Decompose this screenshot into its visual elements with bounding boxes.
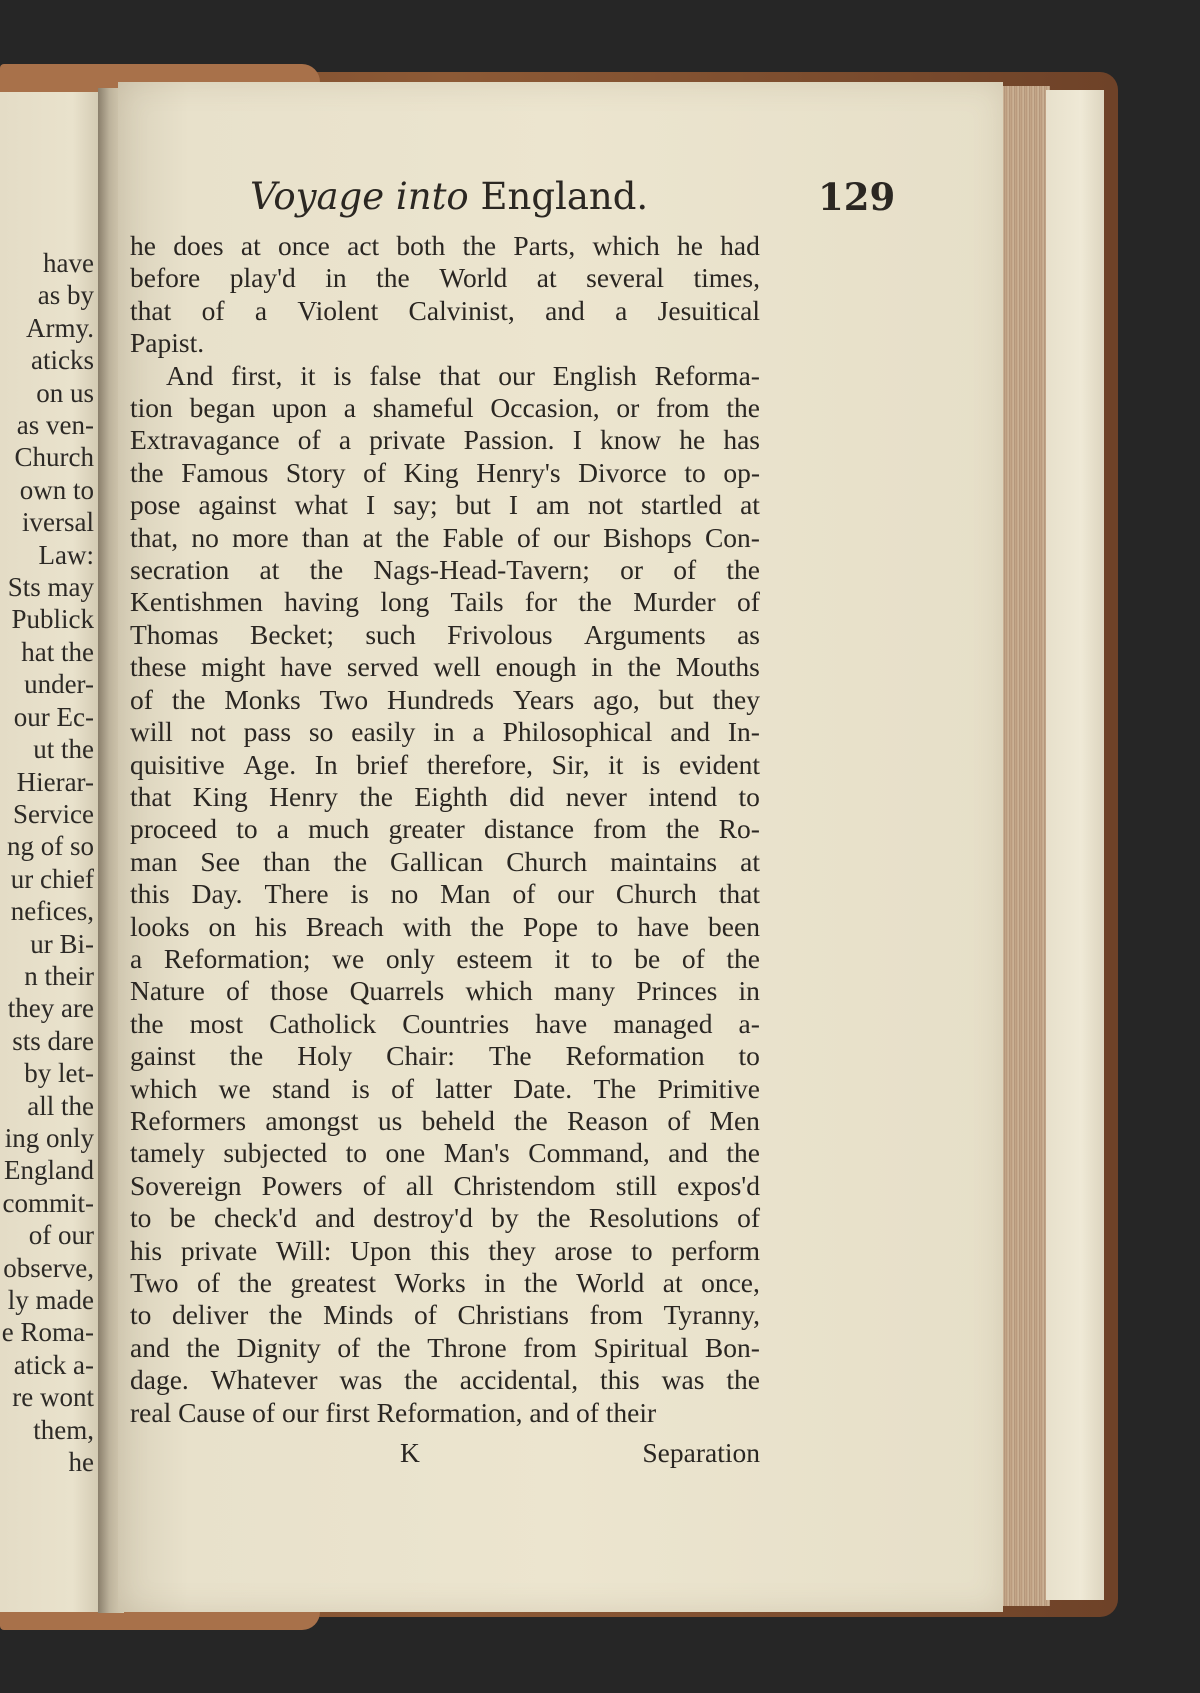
text-line: to deliver the Minds of Christians from Tyranny, bbox=[130, 1299, 760, 1331]
left-page-line: ing only bbox=[4, 1122, 94, 1153]
left-page-line: aticks bbox=[31, 345, 94, 376]
left-page-line: of our bbox=[28, 1220, 94, 1251]
left-page-line: Sts may bbox=[7, 572, 94, 603]
left-page-line: sts dare bbox=[12, 1025, 94, 1056]
text-line: Nature of those Quarrels which many Princes in bbox=[130, 975, 760, 1007]
text-line: of the Monks Two Hundreds Years ago, but they bbox=[130, 683, 760, 715]
text-line: gainst the Holy Chair: The Reformation to bbox=[130, 1040, 760, 1072]
text-line: he does at once act both the Parts, which he had bbox=[130, 230, 760, 261]
left-page-line: ur chief bbox=[10, 863, 94, 894]
text-line: Two of the greatest Works in the World at once, bbox=[130, 1267, 760, 1298]
text-line: dage. Whatever was the accidental, this was the bbox=[130, 1364, 760, 1396]
text-line: this Day. There is no Man of our Church that bbox=[130, 878, 760, 910]
left-page-line: iversal bbox=[22, 507, 94, 538]
text-line: real Cause of our first Reformation, and of their bbox=[130, 1396, 657, 1428]
left-page-line: e Roma- bbox=[1, 1317, 94, 1348]
left-page-line: Church bbox=[14, 442, 94, 473]
page-footer bbox=[130, 1437, 760, 1471]
left-page-line: them, bbox=[33, 1414, 94, 1445]
page-number: 129 bbox=[818, 175, 896, 219]
text-line: proceed to a much greater distance from the Ro- bbox=[130, 813, 760, 845]
text-line: which we stand is of latter Date. The Primitive bbox=[130, 1072, 760, 1104]
running-head-italic: Voyage into bbox=[250, 175, 469, 218]
body-text bbox=[130, 230, 760, 1429]
left-page-line: Publick bbox=[11, 604, 94, 635]
text-line: secration at the Nags-Head-Tavern; or of the bbox=[130, 554, 760, 586]
left-page-line: own to bbox=[19, 474, 94, 505]
text-line: man See than the Gallican Church maintains at bbox=[130, 845, 760, 877]
left-page-line: ut the bbox=[33, 734, 94, 765]
left-page-line: Hierar- bbox=[16, 766, 94, 797]
left-page-line: England bbox=[4, 1155, 94, 1186]
text-line: the Famous Story of King Henry's Divorce to op- bbox=[130, 456, 760, 488]
text-line: tion began upon a shameful Occasion, or from the bbox=[130, 392, 760, 424]
left-page-line: atick a- bbox=[13, 1349, 94, 1380]
text-line: Kentishmen having long Tails for the Murder of bbox=[130, 586, 760, 618]
text-line: will not pass so easily in a Philosophical and In- bbox=[130, 716, 760, 748]
signature-mark: K bbox=[400, 1437, 420, 1468]
text-line: that King Henry the Eighth did never intend to bbox=[130, 780, 760, 812]
text-line: a Reformation; we only esteem it to be of the bbox=[130, 942, 760, 974]
left-page-line: all the bbox=[27, 1090, 94, 1121]
text-line: his private Will: Upon this they arose to perform bbox=[130, 1234, 760, 1266]
left-page-line: have bbox=[43, 248, 94, 278]
left-page-line: ng of so bbox=[7, 831, 94, 862]
text-line: pose against what I say; but I am not startled at bbox=[130, 489, 760, 521]
left-page-line: hat the bbox=[21, 636, 94, 667]
left-page-line: our Ec- bbox=[13, 701, 94, 732]
left-page-text bbox=[2, 247, 94, 1478]
text-line: looks on his Breach with the Pope to have been bbox=[130, 910, 760, 942]
text-line: Papist. bbox=[130, 327, 205, 359]
text-line: that of a Violent Calvinist, and a Jesuitical bbox=[130, 294, 760, 326]
text-line: the most Catholick Countries have managed a- bbox=[130, 1007, 760, 1039]
left-page-line: ly made bbox=[7, 1285, 94, 1315]
text-line: Reformers amongst us beheld the Reason of Men bbox=[130, 1104, 760, 1136]
text-line: to be check'd and destroy'd by the Resolutions of bbox=[130, 1202, 760, 1234]
running-head bbox=[250, 175, 648, 218]
text-line: before play'd in the World at several times, bbox=[130, 262, 760, 294]
left-page-line: by let- bbox=[24, 1058, 94, 1089]
text-line: Sovereign Powers of all Christendom still expos'd bbox=[130, 1169, 760, 1201]
left-page-line: observe, bbox=[3, 1252, 94, 1283]
text-line: these might have served well enough in the Mouths bbox=[130, 651, 760, 683]
text-line: and the Dignity of the Throne from Spiritual Bon- bbox=[130, 1331, 760, 1363]
text-line: quisitive Age. In brief therefore, Sir, it is evident bbox=[130, 748, 760, 780]
left-page-line: under- bbox=[24, 669, 94, 700]
left-page-line: nefices, bbox=[10, 896, 94, 927]
left-page-line: they are bbox=[7, 993, 94, 1024]
left-page-line: commit- bbox=[2, 1187, 94, 1218]
left-page bbox=[0, 92, 104, 1612]
text-line: tamely subjected to one Man's Command, and the bbox=[130, 1137, 760, 1169]
text-line: that, no more than at the Fable of our Bishops Con- bbox=[130, 521, 760, 553]
left-page-line: n their bbox=[24, 960, 94, 991]
text-line: Extravagance of a private Passion. I know he has bbox=[130, 424, 760, 456]
left-page-line: he bbox=[68, 1447, 94, 1478]
left-page-line: as by bbox=[37, 280, 94, 311]
endpaper-edge bbox=[1046, 90, 1104, 1600]
text-line: And first, it is false that our English Reforma- bbox=[166, 359, 760, 391]
left-page-line: on us bbox=[36, 377, 94, 408]
left-page-line: ur Bi- bbox=[30, 928, 94, 959]
left-page-line: Army. bbox=[26, 312, 94, 343]
left-page-line: Service bbox=[13, 798, 94, 829]
left-page-line: as ven- bbox=[16, 410, 94, 441]
left-page-line: Law: bbox=[38, 539, 94, 570]
catchword: Separation bbox=[642, 1437, 760, 1468]
left-page-line: re wont bbox=[12, 1382, 94, 1413]
text-line: Thomas Becket; such Frivolous Arguments as bbox=[130, 618, 760, 650]
running-head-roman: England. bbox=[480, 175, 649, 218]
